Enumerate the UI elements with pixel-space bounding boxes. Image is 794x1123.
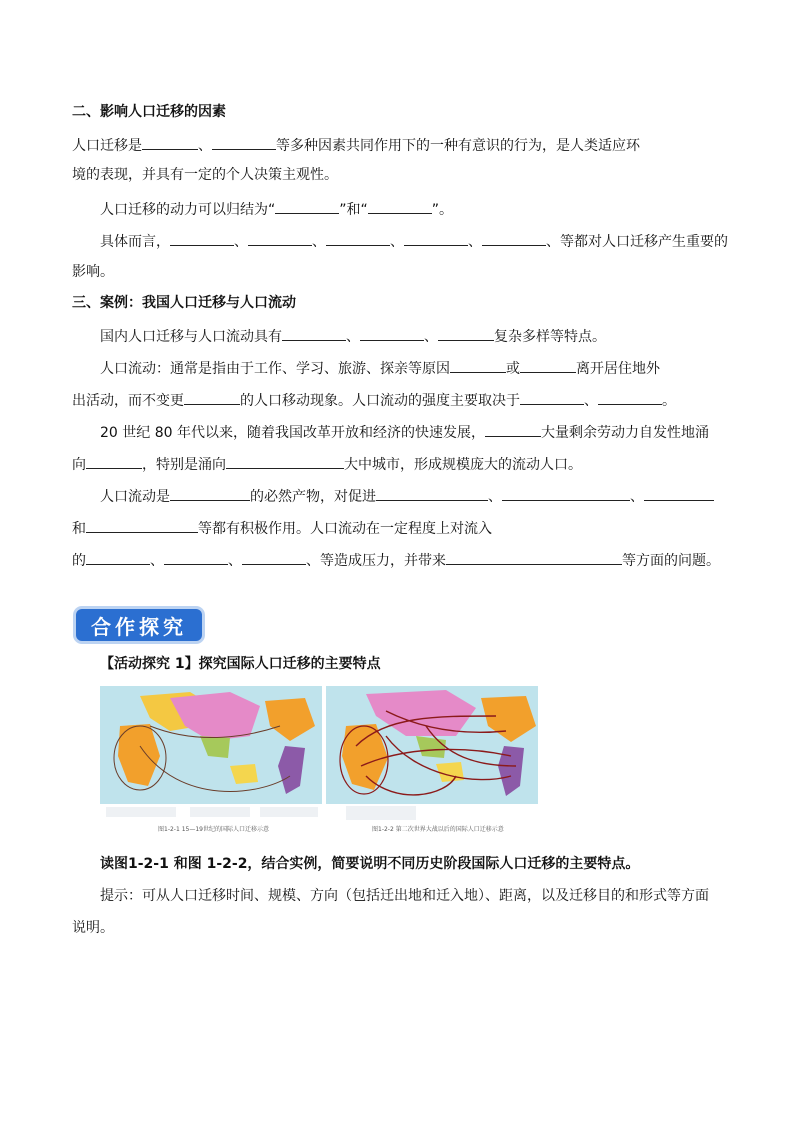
section3-line2: 人口流动：通常是指由于工作、学习、旅游、探亲等原因 或 离开居住地外: [100, 357, 660, 379]
section3-heading: 三、案例：我国人口迁移与人口流动: [72, 295, 296, 311]
section3-line3: 出活动，而不变更 的人口移动现象。人口流动的强度主要取决于 、 。: [72, 389, 676, 411]
migration-map-1: [100, 686, 322, 834]
section2-line2: 境的表现，并具有一定的个人决策主观性。: [72, 167, 338, 183]
section2-line3: 人口迁移的动力可以归结为“ ”和“ ”。: [100, 198, 453, 220]
section3-line8: 的 、 、 、等造成压力，并带来 等方面的问题。: [72, 549, 720, 571]
activity-hint-line1: 提示：可从人口迁移时间、规模、方向（包括迁出地和迁入地）、距离，以及迁移目的和形式等方面: [100, 888, 709, 904]
world-map-2-graphic: [326, 686, 538, 834]
activity-title: 【活动探究 1】探究国际人口迁移的主要特点: [100, 656, 381, 672]
migration-map-2: [326, 686, 538, 834]
section2-heading: 二、影响人口迁移的因素: [72, 104, 226, 120]
map-1-caption: 图1-2-1 15—19世纪的国际人口迁移示意: [158, 826, 269, 833]
section2-line1: 人口迁移是 、 等多种因素共同作用下的一种有意识的行为，是人类适应环: [72, 134, 640, 156]
section2-line5: 影响。: [72, 264, 114, 280]
section3-line4: 20 世纪 80 年代以来，随着我国改革开放和经济的快速发展， 大量剩余劳动力自发性地涌: [100, 421, 709, 443]
section3-line1: 国内人口迁移与人口流动具有 、 、 复杂多样等特点。: [100, 325, 606, 347]
activity-hint-line2: 说明。: [72, 920, 114, 936]
section3-line7: 和 等都有积极作用。人口流动在一定程度上对流入: [72, 517, 492, 539]
section3-line6: 人口流动是 的必然产物，对促进 、 、: [100, 485, 714, 507]
activity-question: 读图1-2-1 和图 1-2-2，结合实例，简要说明不同历史阶段国际人口迁移的主要特点。: [100, 856, 640, 872]
map-2-caption: 图1-2-2 第二次世界大战以后的国际人口迁移示意: [372, 826, 504, 833]
section3-line5: 向 ，特别是涌向 大中城市，形成规模庞大的流动人口。: [72, 453, 582, 475]
section2-line4: 具体而言， 、 、 、 、 、等都对人口迁移产生重要的: [100, 230, 728, 252]
section-badge: 合作探究: [76, 609, 202, 641]
world-map-1-graphic: [100, 686, 322, 834]
